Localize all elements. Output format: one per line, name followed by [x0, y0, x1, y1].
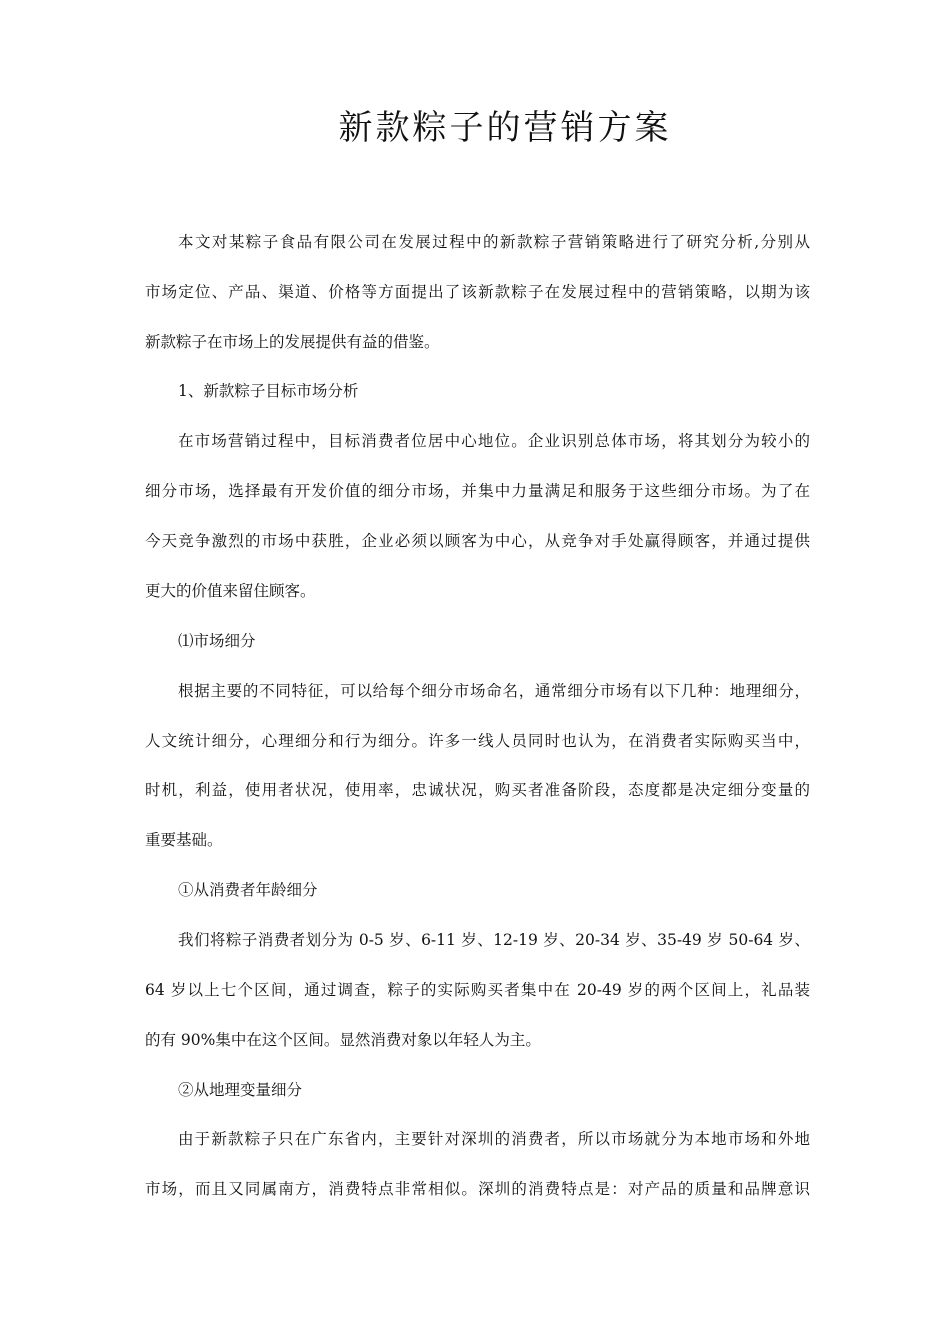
- paragraph-line: 重要基础。: [145, 831, 223, 849]
- paragraph-line: 时机，利益，使用者状况，使用率，忠诚状况，购买者准备阶段，态度都是决定细分变量的: [145, 781, 810, 799]
- paragraph-line: 在市场营销过程中，目标消费者位居中心地位。企业识别总体市场，将其划分为较小的: [178, 432, 810, 450]
- subsection-heading: ②从地理变量细分: [178, 1081, 303, 1099]
- paragraph-line: 由于新款粽子只在广东省内，主要针对深圳的消费者，所以市场就分为本地市场和外地: [178, 1130, 810, 1148]
- subsection-heading: ①从消费者年龄细分: [178, 881, 318, 899]
- section-heading: 1、新款粽子目标市场分析: [178, 382, 359, 400]
- paragraph-line: 的有 90%集中在这个区间。显然消费对象以年轻人为主。: [145, 1031, 541, 1049]
- paragraph-line: 新款粽子在市场上的发展提供有益的借鉴。: [145, 333, 440, 351]
- paragraph-line: 人文统计细分，心理细分和行为细分。许多一线人员同时也认为，在消费者实际购买当中，: [145, 732, 810, 750]
- paragraph-line: 今天竞争激烈的市场中获胜，企业必须以顾客为中心，从竞争对手处赢得顾客，并通过提供: [145, 532, 810, 550]
- paragraph-line: 更大的价值来留住顾客。: [145, 582, 316, 600]
- paragraph-line: 根据主要的不同特征，可以给每个细分市场命名，通常细分市场有以下几种：地理细分，: [178, 682, 810, 700]
- paragraph-line: 细分市场，选择最有开发价值的细分市场，并集中力量满足和服务于这些细分市场。为了在: [145, 482, 810, 500]
- paragraph-line: 本文对某粽子食品有限公司在发展过程中的新款粽子营销策略进行了研究分析,分别从: [178, 233, 810, 251]
- paragraph-line: 64 岁以上七个区间，通过调查，粽子的实际购买者集中在 20-49 岁的两个区间上，礼品装: [145, 981, 810, 999]
- subsection-heading: ⑴市场细分: [178, 632, 256, 650]
- paragraph-line: 市场，而且又同属南方，消费特点非常相似。深圳的消费特点是：对产品的质量和品牌意识: [145, 1180, 810, 1198]
- document-title: 新款粽子的营销方案: [338, 108, 672, 148]
- paragraph-line: 市场定位、产品、渠道、价格等方面提出了该新款粽子在发展过程中的营销策略，以期为该: [145, 283, 810, 301]
- paragraph-line: 我们将粽子消费者划分为 0-5 岁、6-11 岁、12-19 岁、20-34 岁、35-49 岁 50-64 岁、: [178, 931, 810, 949]
